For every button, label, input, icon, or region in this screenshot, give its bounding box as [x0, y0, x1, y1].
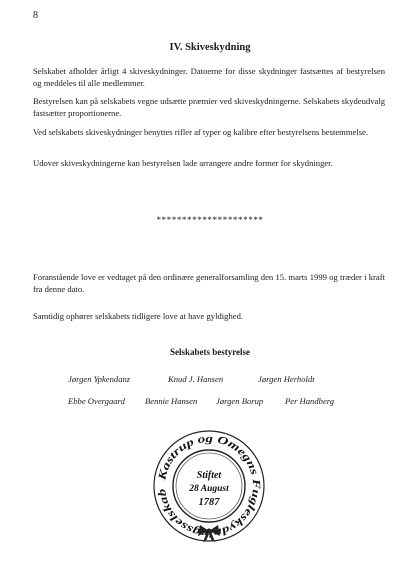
- paragraph-annual-shootings: Selskabet afholder årligt 4 skiveskydninger. Datoerne for disse skydninger fastsættes af bestyrelsen og meddeles til alle medlemmer.: [33, 66, 385, 88]
- page-number: 8: [33, 10, 38, 21]
- signature: Ebbe Overgaard: [68, 396, 125, 406]
- paragraph-prizes: Bestyrelsen kan på selskabets vegne udsætte præmier ved skiveskydningerne. Selskabets skydeudvalg fastsætter proportionerne.: [33, 96, 385, 118]
- paragraph-other-shootings: Udover skiveskydningerne kan bestyrelsen lade arrangere andre former for skydninger.: [33, 158, 333, 168]
- seal-ring-text: Kastrup og Omegns Fugleskyd ingsselskab: [156, 432, 263, 540]
- signature: Bennie Hansen: [145, 396, 198, 406]
- signature: Jørgen Herholdt: [258, 374, 315, 384]
- seal-graphic: [151, 428, 267, 544]
- seal-center-line2: 28 August: [189, 484, 229, 494]
- board-heading: Selskabets bestyrelse: [169, 347, 251, 357]
- seal-center-line1: Stiftet: [196, 470, 222, 481]
- paragraph-rifles: Ved selskabets skiveskydninger benyttes rifler af typer og kalibre efter bestyrelsens bestemmelse.: [33, 127, 369, 137]
- paragraph-previous-laws: Samtidig ophører selskabets tidligere love at have gyldighed.: [33, 311, 244, 321]
- seal-center-line3: 1787: [198, 497, 220, 508]
- club-seal: [151, 428, 267, 544]
- section-title: IV. Skiveskydning: [169, 42, 251, 53]
- signature: Jørgen Ypkendanz: [68, 374, 131, 384]
- signature: Jørgen Borup: [216, 396, 264, 406]
- star-divider: *********************: [156, 215, 264, 225]
- signature: Per Handberg: [285, 396, 335, 406]
- signature: Knud J. Hansen: [168, 374, 224, 384]
- paragraph-adoption: Foranstående love er vedtaget på den ordinære generalforsamling den 15. marts 1999 og træder i kraft fra denne dato.: [33, 272, 385, 294]
